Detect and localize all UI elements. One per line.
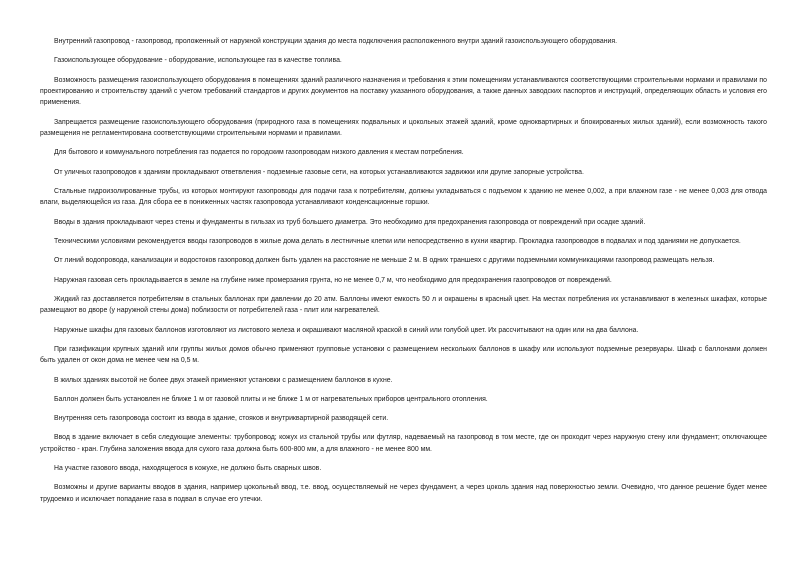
paragraph-gas-equipment: Газоиспользующее оборудование - оборудование, использующее газ в качестве топлива.: [54, 57, 342, 65]
paragraph-burial-depth: Наружная газовая сеть прокладывается в земле на глубине ниже промерзания грунта, но не менее 0,7 м, что необходимо для предохранения газопроводов от повреждений.: [54, 276, 612, 284]
paragraph-clearance-distances: От линий водопровода, канализации и водостоков газопровод должен быть удален на расстояние не меньше 2 м. В одних траншеях с другими подземными коммуникациями газопровод размещать нельзя.: [54, 257, 715, 265]
paragraph-entry-recommendations: Техническими условиями рекомендуется вводы газопроводов в жилые дома делать в лестничные клетки или непосредственно в кухни квартир. Прокладка газопроводов в подвалах и под зданиями не допускается.: [54, 238, 741, 245]
paragraph-wall-sleeves: Вводы в здания прокладывают через стены и фундаменты в гильзах из труб большего диаметра. Это необходимо для предохранения газопровода от повреждений при осадке зданий.: [54, 218, 646, 226]
paragraph-internal-network: Внутренняя сеть газопровода состоит из ввода в здание, стояков и внутриквартирной разводящей сети.: [54, 415, 389, 423]
paragraph-no-welds: На участке газового ввода, находящегося в кожухе, не должно быть сварных швов.: [54, 465, 322, 473]
paragraph-cylinder-cabinets: Наружные шкафы для газовых баллонов изготовляют из листового железа и окрашивают масляной краской в синий или голубой цвет. Их рассчитывают на один или на два баллона.: [54, 326, 639, 334]
paragraph-internal-gas-pipeline: Внутренний газопровод - газопровод, проложенный от наружной конструкции здания до места подключения расположенного внутри зданий газоиспользующего оборудования.: [54, 38, 617, 45]
paragraph-liquid-gas-cylinders: Жидкий газ доставляется потребителям в стальных баллонах при давлении до 20 атм. Баллоны имеют емкость 50 л и окрашены в красный цвет. На местах потребления их устанавливают в железных шкафах, которые размещают во дворе (у наружной стены дома) поблизости от потребителей газа - плит или нагревателей.: [40, 295, 767, 315]
paragraph-basement-prohibition: Запрещается размещение газоиспользующего оборудования (природного газа в помещениях подвальных и цокольных этажей зданий, кроме одноквартирных и блокированных жилых зданий), если возможность такого размещения не регламентирована соответствующими строительными нормами и правилами.: [40, 118, 767, 138]
paragraph-low-pressure-supply: Для бытового и коммунального потребления газ подается по городским газопроводам низкого давления к местам потребления.: [54, 149, 464, 157]
paragraph-alternative-entries: Возможны и другие варианты вводов в здания, например цокольный ввод, т.е. ввод, осуществляемый не через фундамент, а через цоколь здания над поверхностью земли. Очевидно, что данное решение будет менее трудоемко и исключает попадание газа в подвал в случае его утечки.: [40, 484, 767, 503]
paragraph-group-installations: При газификации крупных зданий или группы жилых домов обычно применяют групповые установки с размещением нескольких баллонов в шкафу или используют подземные резервуары. Шкаф с баллонами должен быть удален от окон дома не менее чем на 0,5 м.: [40, 345, 767, 365]
paragraph-branch-lines: От уличных газопроводов к зданиям прокладывают ответвления - подземные газовые сети, на которых устанавливаются задвижки или другие запорные устройства.: [54, 168, 584, 176]
paragraph-equipment-placement: Возможность размещения газоиспользующего оборудования в помещениях зданий различного назначения и требования к этим помещениям устанавливаются соответствующими строительными нормами и правилами по проектированию и строительству зданий с учетом требований стандартов и других документов на поставку указанного оборудования, а также данных заводских паспортов и инструкций, определяющих область и условия его применения.: [40, 76, 767, 107]
paragraph-kitchen-cylinders: В жилых зданиях высотой не более двух этажей применяют установки с размещением баллонов в кухне.: [54, 376, 393, 384]
paragraph-cylinder-spacing: Баллон должен быть установлен не ближе 1 м от газовой плиты и не ближе 1 м от нагревательных приборов центрального отопления.: [54, 395, 488, 403]
paragraph-entry-elements: Ввод в здание включает в себя следующие элементы: трубопровод; кожух из стальной трубы или футляр, надеваемый на газопровод в том месте, где он проходит через наружную стену или фундамент; отключающее устройство - кран. Глубина заложения ввода для сухого газа должна быть 600-800 мм, а для влажного - не менее 800 мм.: [40, 434, 767, 453]
paragraph-steel-pipes: Стальные гидроизолированные трубы, из которых монтируют газопроводы для подачи газа к потребителям, должны укладываться с подъемом к зданию не менее 0,002, а при влажном газе - не менее 0,003 для отвода влаги, выделяющейся из газа. Для сбора ее в пониженных частях газопровода устанавливают конденсационные горшки.: [40, 188, 767, 207]
